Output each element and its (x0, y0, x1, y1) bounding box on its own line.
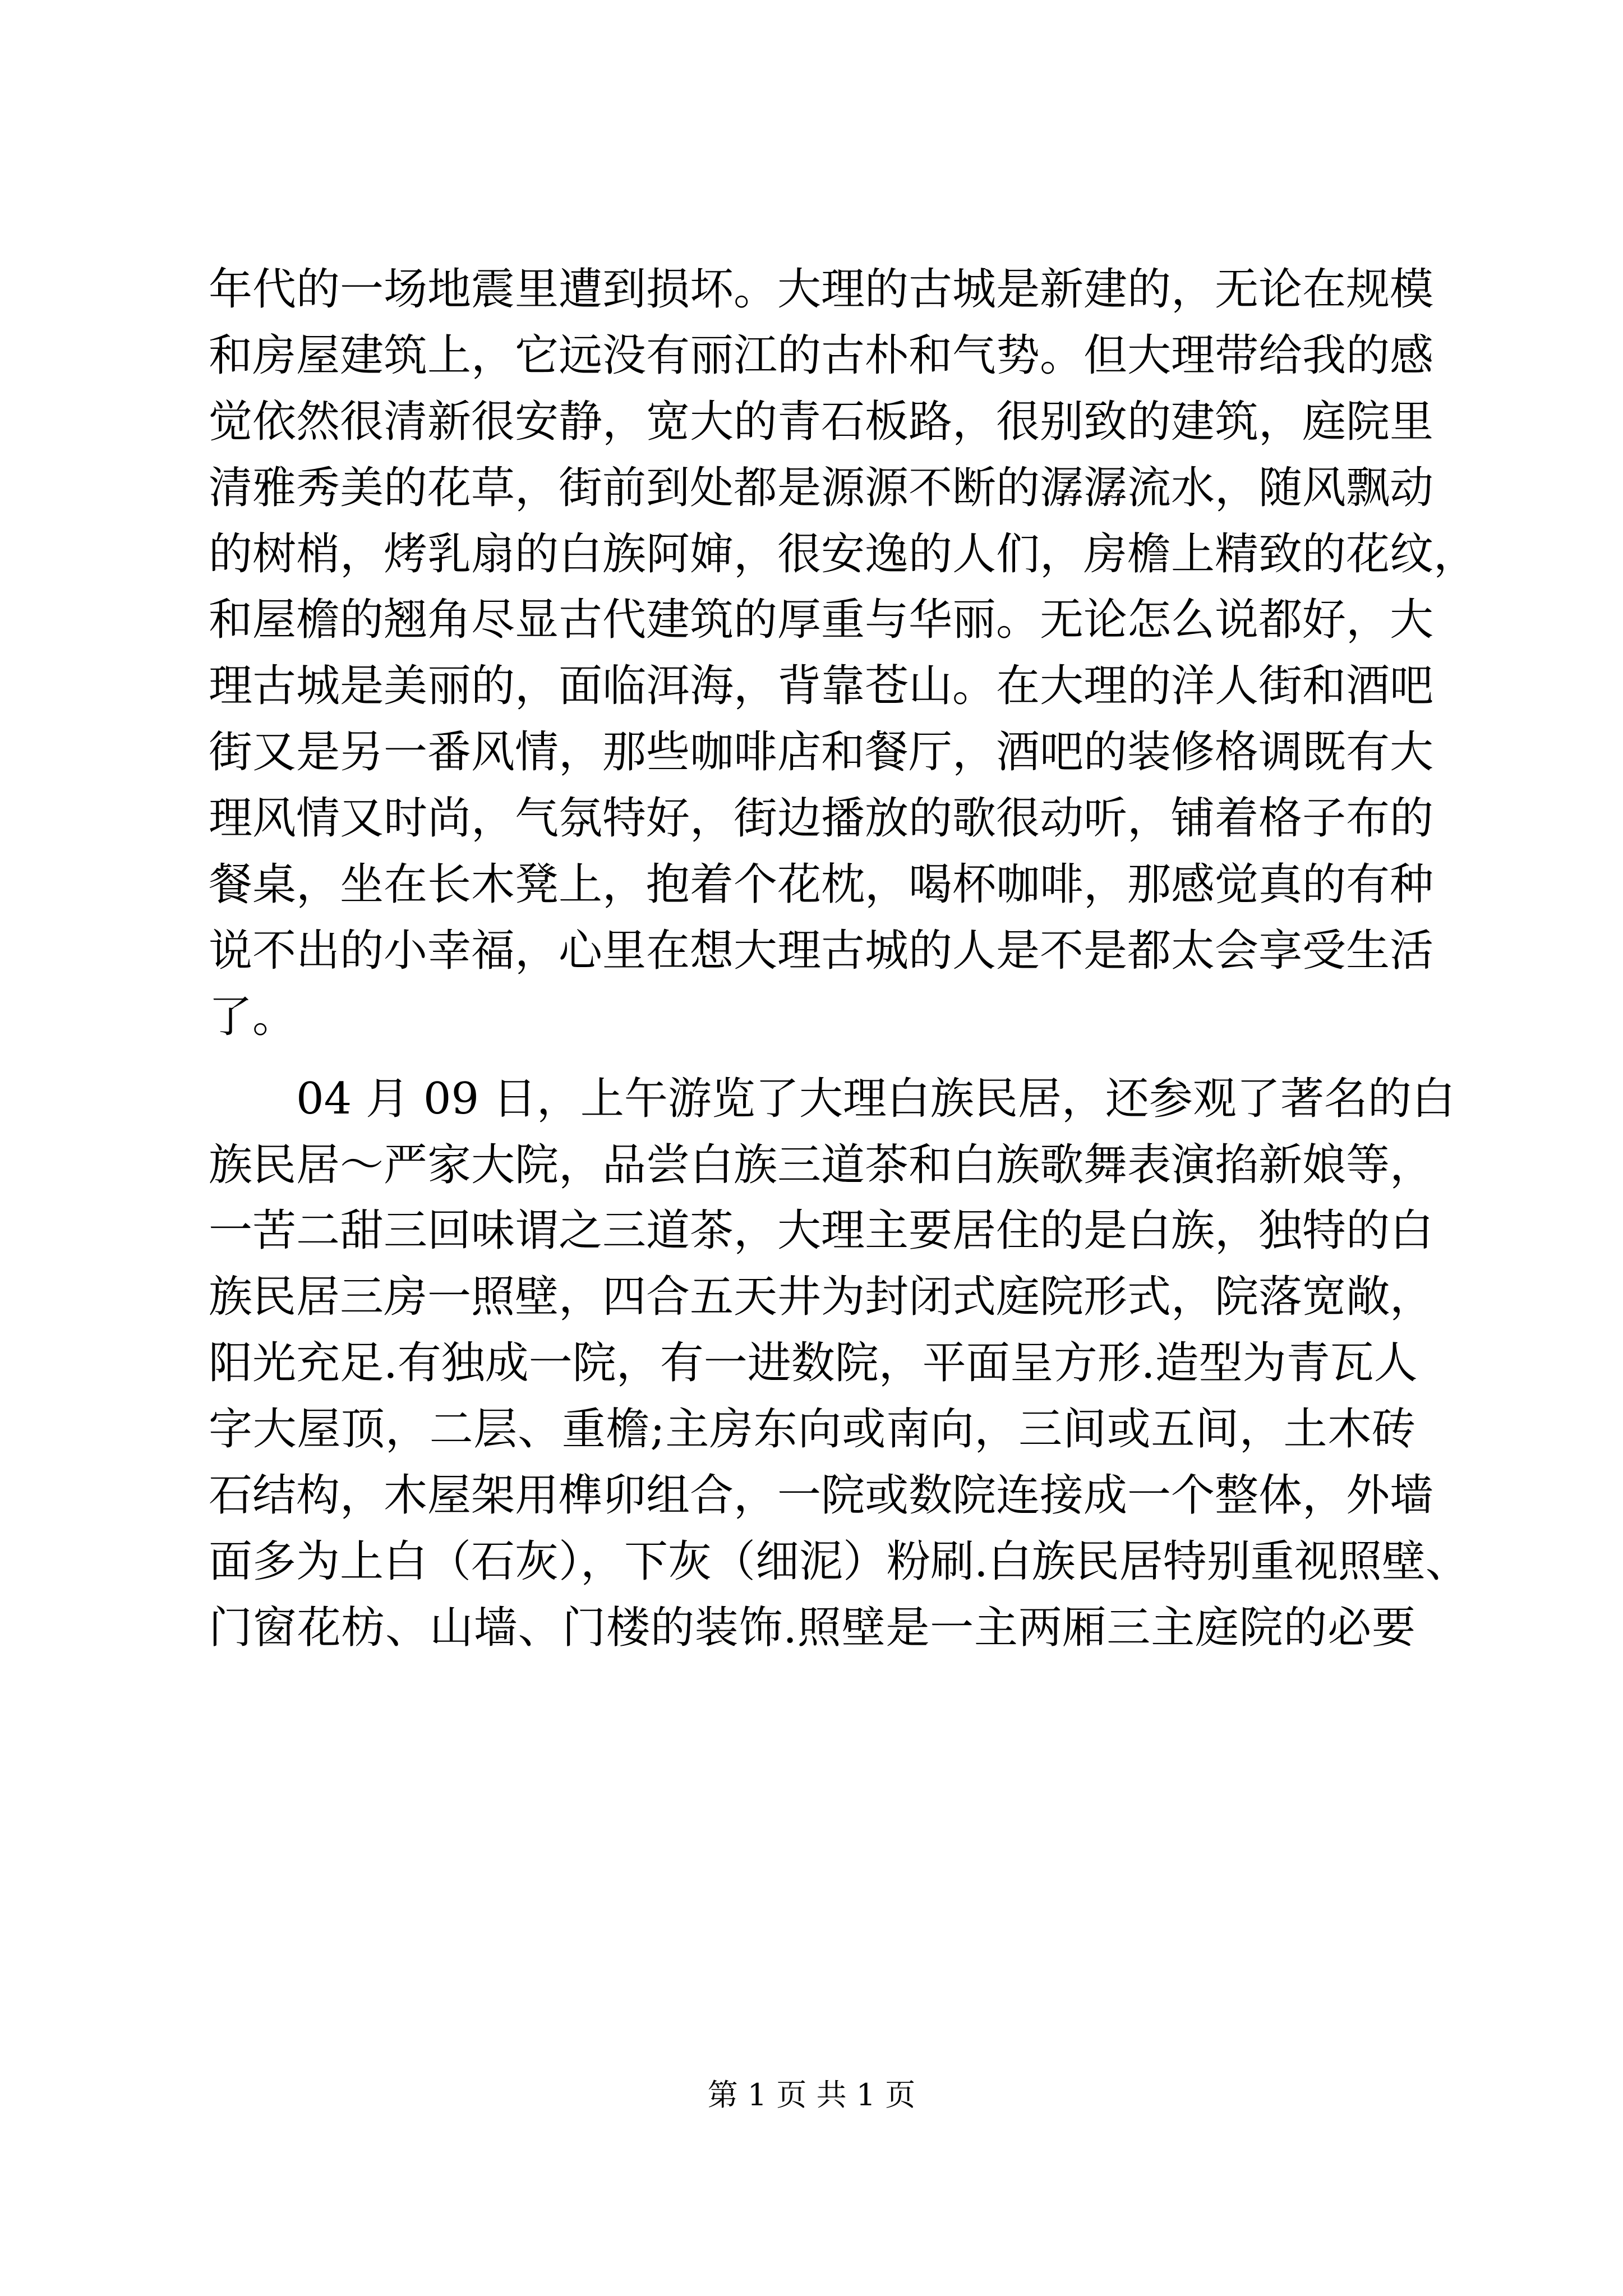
text-line: 清雅秀美的花草，街前到处都是源源不断的潺潺流水，随风飘动 (209, 462, 1434, 513)
text-line: 理风情又时尚，气氛特好，街边播放的歌很动听，铺着格子布的 (209, 793, 1434, 844)
page-footer (0, 2076, 1623, 2115)
text-line: 一苦二甜三回味谓之三道茶，大理主要居住的是白族，独特的白 (209, 1205, 1434, 1257)
text-line: 理古城是美丽的，面临洱海，背靠苍山。在大理的洋人街和酒吧 (209, 661, 1434, 712)
text-line: 族民居～严家大院，品尝白族三道茶和白族歌舞表演掐新娘等， (209, 1139, 1434, 1190)
text-line: 的树梢，烤乳扇的白族阿婶，很安逸的人们，房檐上精致的花纹， (209, 528, 1478, 579)
text-line: 族民居三房一照壁，四合五天井为封闭式庭院形式，院落宽敞， (209, 1272, 1434, 1323)
paragraph-bai-residence (209, 1066, 1469, 1662)
text-line: 年代的一场地震里遭到损坏。大理的古城是新建的，无论在规模 (209, 264, 1434, 315)
text-line: 门窗花枋、山墙、门楼的装饰.照壁是一主两厢三主庭院的必要 (209, 1602, 1415, 1653)
document-body (209, 257, 1478, 1662)
text-line: 阳光充足.有独成一院，有一进数院，平面呈方形.造型为青瓦人 (209, 1338, 1418, 1389)
text-line: 和屋檐的翘角尽显古代建筑的厚重与华丽。无论怎么说都好，大 (209, 595, 1434, 646)
paragraph-dali-old-town (209, 257, 1478, 1051)
paragraph-spacer (209, 1051, 1415, 1066)
text-line: 说不出的小幸福，心里在想大理古城的人是不是都太会享受生活 (209, 925, 1434, 976)
text-line: 餐桌，坐在长木凳上，抱着个花枕，喝杯咖啡，那感觉真的有种 (209, 859, 1434, 910)
text-line: 04 月 09 日，上午游览了大理白族民居，还参观了著名的白 (296, 1073, 1455, 1124)
text-line: 了。 (209, 991, 297, 1042)
text-line: 字大屋顶，二层、重檐;主房东向或南向，三间或五间，土木砖 (209, 1404, 1415, 1455)
text-line: 石结构，木屋架用榫卯组合，一院或数院连接成一个整体，外墙 (209, 1470, 1434, 1521)
text-line: 面多为上白（石灰），下灰（细泥）粉刷.白族民居特别重视照壁、 (209, 1536, 1469, 1587)
text-line: 街又是另一番风情，那些咖啡店和餐厅，酒吧的装修格调既有大 (209, 727, 1434, 778)
page-number: 第 1 页 共 1 页 (707, 2077, 916, 2113)
text-line: 和房屋建筑上，它远没有丽江的古朴和气势。但大理带给我的感 (209, 330, 1434, 381)
text-line: 觉依然很清新很安静，宽大的青石板路，很别致的建筑，庭院里 (209, 396, 1434, 447)
